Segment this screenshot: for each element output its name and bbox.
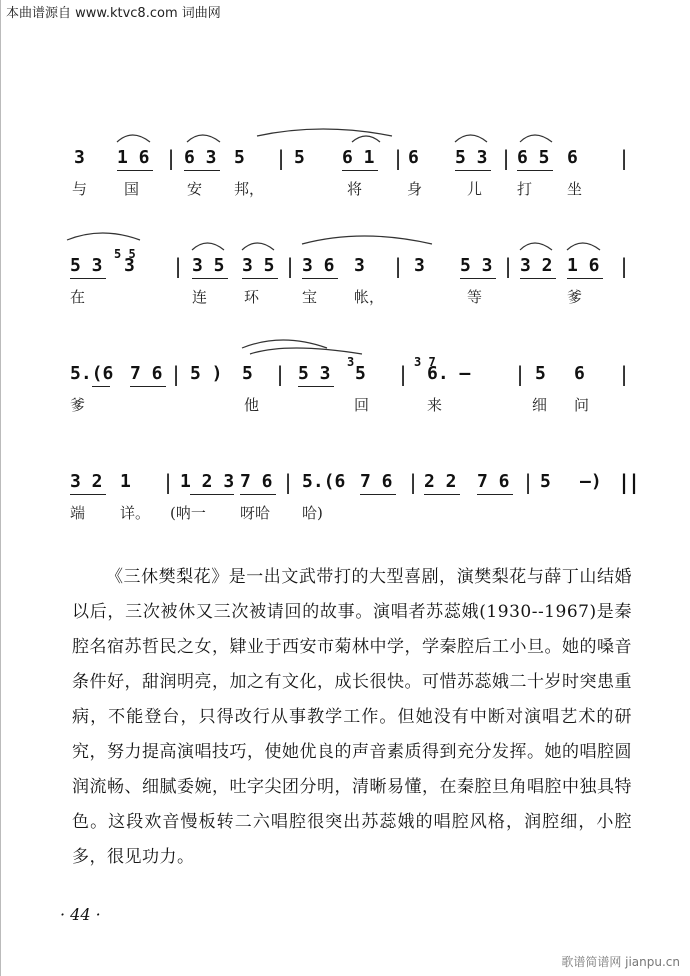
score-row-4 — [62, 442, 642, 532]
page-number: · 44 · — [60, 905, 101, 924]
note: 6 — [408, 147, 419, 168]
score-row-2 — [62, 226, 642, 316]
barline: | — [500, 146, 513, 170]
underline-beam — [477, 494, 513, 495]
barline: | — [618, 362, 631, 386]
barline: | — [275, 146, 288, 170]
barline: | — [392, 146, 405, 170]
note: 5 — [535, 363, 546, 384]
page-edge-rule — [0, 0, 1, 976]
underline-beam — [192, 278, 228, 279]
barline: | — [514, 362, 527, 386]
notes-line — [62, 470, 642, 500]
barline: | — [170, 362, 183, 386]
underline-beam — [520, 278, 556, 279]
note: 5 — [540, 471, 551, 492]
watermark-bottom: 歌谱简谱网 jianpu.cn — [561, 955, 680, 969]
lyric: 爹 — [567, 288, 583, 306]
barline: | — [618, 146, 631, 170]
notes-line — [62, 247, 642, 284]
underline-beam — [70, 278, 106, 279]
lyric: 国 — [124, 180, 140, 198]
barline: | — [274, 362, 287, 386]
note: 6 — [574, 363, 585, 384]
barline: | — [407, 470, 420, 494]
underline-beam — [455, 170, 491, 171]
note: 7 6 — [477, 471, 510, 492]
barline: | — [392, 254, 405, 278]
barline: | — [618, 254, 631, 278]
score-row-3 — [62, 334, 642, 424]
note: 5 — [355, 363, 366, 384]
note: 7 6 — [360, 471, 393, 492]
note: 3 2 — [70, 471, 103, 492]
barline: | — [397, 362, 410, 386]
lyric: 呀哈 — [240, 504, 271, 522]
note: 5 — [294, 147, 305, 168]
notes-line — [62, 146, 642, 176]
underline-beam — [517, 170, 553, 171]
note: 3 — [74, 147, 85, 168]
barline: | — [502, 254, 515, 278]
notes-line — [62, 355, 642, 392]
note: 3 6 — [302, 255, 335, 276]
barline: | — [282, 470, 295, 494]
lyric: 细 — [532, 396, 548, 414]
lyric: 他 — [244, 396, 260, 414]
note: 3 2 — [520, 255, 553, 276]
article-body — [72, 560, 632, 875]
note: 5 ) — [190, 363, 223, 384]
lyric: 在 — [70, 288, 86, 306]
lyric: 等 — [467, 288, 483, 306]
underline-beam — [342, 170, 378, 171]
lyric: 与 — [72, 180, 88, 198]
lyric: 端 — [70, 504, 86, 522]
barline: | — [172, 254, 185, 278]
underline-beam — [92, 386, 110, 387]
grace-note: 3 7 — [414, 355, 436, 369]
lyric: (呐一 — [170, 504, 206, 522]
barline: | — [284, 254, 297, 278]
note: 5 — [234, 147, 245, 168]
article-paragraph: 《三休樊梨花》是一出文武带打的大型喜剧，演樊梨花与薛丁山结婚以后，三次被休又三次被请回的故事。演唱者苏蕊娥(1930--1967)是秦腔名宿苏哲民之女，肄业于西安市菊林中学，学秦腔后工小旦。她的嗓音条件好，甜润明亮，加之有文化，成长很快。可惜苏蕊娥二十岁时突患重病，不能登台，只得改行从事教学工作。但她没有中断对演唱艺术的研究，努力提高演唱技巧，使她优良的声音素质得到充分发挥。她的唱腔圆润流畅、细腻委婉，吐字尖团分明，清晰易懂，在秦腔旦角唱腔中独具特色。这段欢音慢板转二六唱腔很突出苏蕊娥的唱腔风格，润腔细，小腔多，很见功力。 — [72, 567, 632, 867]
note: 3 — [354, 255, 365, 276]
underline-beam — [70, 494, 106, 495]
jianpu-score — [62, 118, 642, 538]
underline-beam — [360, 494, 396, 495]
note: 6. – — [427, 363, 471, 384]
underline-beam — [240, 494, 276, 495]
lyric: 爹 — [70, 396, 86, 414]
note: 7 6 — [130, 363, 163, 384]
lyric: 详。 — [120, 504, 151, 522]
barline: | — [165, 146, 178, 170]
lyric: 环 — [244, 288, 260, 306]
lyric: 坐 — [567, 180, 583, 198]
final-barline: || — [618, 470, 639, 494]
underline-beam — [190, 494, 234, 495]
lyric: 邦， — [234, 180, 265, 198]
note: 2 2 — [424, 471, 457, 492]
note: 6 5 — [517, 147, 550, 168]
barline: | — [522, 470, 535, 494]
lyric: 回 — [354, 396, 370, 414]
lyric: 身 — [407, 180, 423, 198]
lyric: 儿 — [467, 180, 483, 198]
note: 6 1 — [342, 147, 375, 168]
lyric: 连 — [192, 288, 208, 306]
note: 5 3 — [298, 363, 331, 384]
underline-beam — [567, 278, 603, 279]
note: 3 5 — [192, 255, 225, 276]
note: 5 3 — [460, 255, 493, 276]
note: –) — [580, 471, 602, 492]
underline-beam — [242, 278, 278, 279]
underline-beam — [184, 170, 220, 171]
lyric: 安 — [187, 180, 203, 198]
note: 5 — [242, 363, 253, 384]
barline: | — [162, 470, 175, 494]
note: 1 2 3 — [180, 471, 235, 492]
note: 5 3 — [455, 147, 488, 168]
note: 6 3 — [184, 147, 217, 168]
note: 3 — [124, 255, 135, 276]
grace-note: 5 5 — [114, 247, 136, 261]
lyric: 问 — [574, 396, 590, 414]
lyric: 宝 — [302, 288, 318, 306]
grace-note: 3 — [347, 355, 355, 369]
underline-beam — [424, 494, 460, 495]
lyric: 打 — [517, 180, 533, 198]
underline-beam — [117, 170, 153, 171]
note: 5.(6 — [70, 363, 114, 384]
lyric: 来 — [427, 396, 443, 414]
note: 1 — [120, 471, 131, 492]
note: 7 6 — [240, 471, 273, 492]
underline-beam — [302, 278, 338, 279]
lyric: 将 — [347, 180, 363, 198]
note: 3 — [414, 255, 425, 276]
note: 5.(6 — [302, 471, 346, 492]
watermark-top: 本曲谱源自 www.ktvc8.com 词曲网 — [6, 6, 221, 21]
note: 5 3 — [70, 255, 103, 276]
note: 1 6 — [117, 147, 150, 168]
note: 6 — [567, 147, 578, 168]
underline-beam — [130, 386, 166, 387]
underline-beam — [460, 278, 496, 279]
note: 1 6 — [567, 255, 600, 276]
note: 3 5 — [242, 255, 275, 276]
score-row-1 — [62, 118, 642, 208]
underline-beam — [298, 386, 334, 387]
lyric: 哈) — [302, 504, 323, 522]
lyric: 帐， — [354, 288, 385, 306]
